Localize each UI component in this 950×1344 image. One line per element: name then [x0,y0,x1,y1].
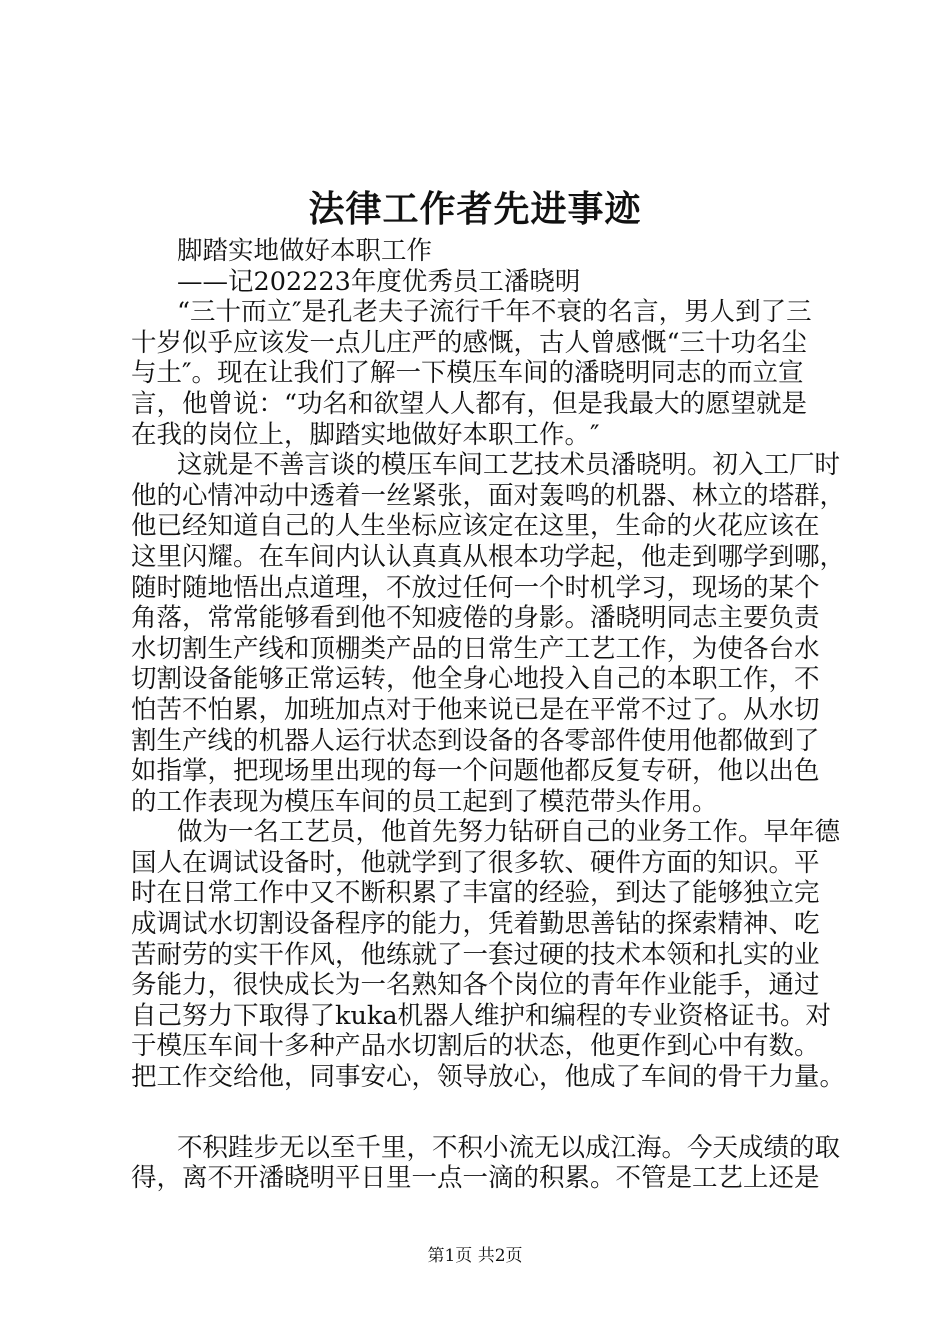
subtitle-dedication: ——记202223年度优秀员工潘晓明 [177,266,581,297]
text-line: 随时随地悟出点道理，不放过任何一个时机学习，现场的某个 [131,572,820,603]
text-line: 得，离不开潘晓明平日里一点一滴的积累。不管是工艺上还是 [131,1163,820,1194]
paragraph-4 [131,1133,853,1194]
text-line: 十岁似乎应该发一点儿庄严的感慨，古人曾感慨“三十功名尘 [131,327,808,358]
text-line: 时在日常工作中又不断积累了丰富的经验，到达了能够独立完 [131,878,820,909]
text-line: 务能力，很快成长为一名熟知各个岗位的青年作业能手，通过 [131,970,820,1001]
text-line: 这就是不善言谈的模压车间工艺技术员潘晓明。初入工厂时 [177,450,841,481]
text-line: 如指掌，把现场里出现的每一个问题他都反复专研，他以出色 [131,756,820,787]
text-line: 怕苦不怕累，加班加点对于他来说已是在平常不过了。从水切 [131,694,820,725]
text-line: 国人在调试设备时，他就学到了很多软、硬件方面的知识。平 [131,847,820,878]
document-body [131,236,853,1194]
text-line: 割生产线的机器人运行状态到设备的各零部件使用他都做到了 [131,725,820,756]
text-line: 自己努力下取得了kuka机器人维护和编程的专业资格证书。对 [131,1000,832,1031]
text-line: 角落，常常能够看到他不知疲倦的身影。潘晓明同志主要负责 [131,603,820,634]
paragraph-2 [131,450,853,817]
text-line: 他的心情冲动中透着一丝紧张，面对轰鸣的机器、林立的塔群， [131,480,846,511]
text-line: 水切割生产线和顶棚类产品的日常生产工艺工作，为使各台水 [131,633,820,664]
text-line: 做为一名工艺员，他首先努力钻研自己的业务工作。早年德 [177,817,841,848]
paragraph-3 [131,817,853,1092]
text-line: 的工作表现为模压车间的员工起到了模范带头作用。 [131,786,718,817]
paragraph-1 [131,297,853,450]
text-line: 与土″。现在让我们了解一下模压车间的潘晓明同志的而立宣 [131,358,804,389]
text-line: 成调试水切割设备程序的能力，凭着勤思善钻的探索精神、吃 [131,909,820,940]
text-line: “三十而立″是孔老夫子流行千年不衰的名言，男人到了三 [177,297,812,328]
text-line: 在我的岗位上，脚踏实地做好本职工作。″ [131,419,600,450]
text-line: 苦耐劳的实干作风，他练就了一套过硬的技术本领和扎实的业 [131,939,820,970]
text-line: 这里闪耀。在车间内认认真真从根本功学起，他走到哪学到哪， [131,541,846,572]
text-line: 于模压车间十多种产品水切割后的状态，他更作到心中有数。 [131,1031,820,1062]
text-line: 言，他曾说：“功名和欲望人人都有，但是我最大的愿望就是 [131,388,808,419]
document-title: 法律工作者先进事迹 [308,188,642,230]
text-line: 切割设备能够正常运转，他全身心地投入自己的本职工作，不 [131,664,820,695]
page-number-footer: 第1页 共2页 [427,1246,523,1266]
text-line: 不积跬步无以至千里，不积小流无以成江海。今天成绩的取 [177,1132,841,1163]
text-line: 把工作交给他，同事安心，领导放心，他成了车间的骨干力量。 [131,1062,846,1093]
text-line: 他已经知道自己的人生坐标应该定在这里，生命的火花应该在 [131,511,820,542]
paragraph-gap [131,1093,853,1133]
subtitle-main: 脚踏实地做好本职工作 [177,236,433,266]
